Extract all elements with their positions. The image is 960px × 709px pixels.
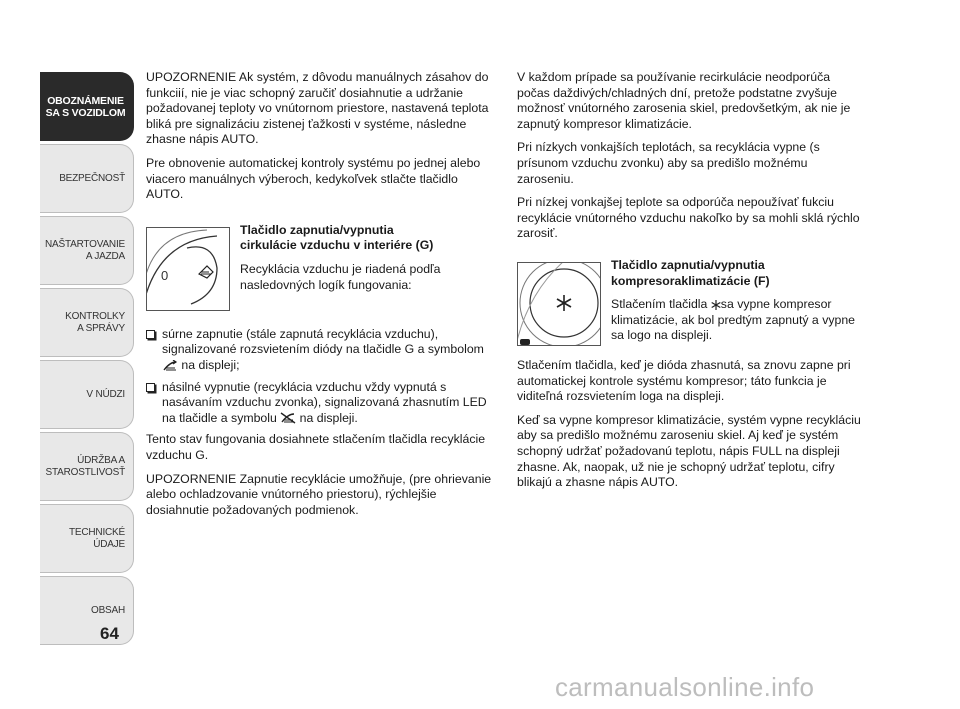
paragraph: Stlačením tlačidla, keď je dióda zhasnutá, sa znovu zapne pri automatickej kontrole systému kompresor; táto funkcia je viditeľná rozsvietením loga na displeji. xyxy=(517,357,851,404)
checkbox-bullet-icon xyxy=(146,330,155,339)
paragraph: Keď sa vypne kompresor klimatizácie, systém vypne recykláciu aby sa predišlo možnému zaroseniu skiel. Aj keď je systém schopný udržať požadovanú teplotu, nápis FULL na displeji zhasne. Ak, naopak, už nie je schopný udržať teplotu, cifry blikajú a zhasne nápis AUTO. xyxy=(517,412,861,490)
figure-label: 0 xyxy=(161,267,169,283)
recirculation-off-icon xyxy=(280,412,296,424)
tab-v-nudzi[interactable]: V NÚDZI xyxy=(40,360,134,429)
paragraph: Pre obnovenie automatickej kontroly systému po jednej alebo viacero manuálnych výberoch, kedykoľvek stlačte tlačidlo AUTO. xyxy=(146,155,481,202)
list-item: násilné vypnutie (recyklácia vzduchu vždy vypnutá s nasávaním vzduchu zvonka), signalizovaná zhasnutím LED na tlačidle a symbolu na displeji. xyxy=(146,380,494,427)
warning-paragraph: UPOZORNENIE Ak systém, z dôvodu manuálnych zásahov do funkciií, nie je viac schopný zaručiť dosiahnutie a udržanie požadovanej teploty vo vnútornom priestore, nastavená teplota bliká pre signalizáciu zistenej ťažkosti v systéme, následne zhasne nápis AUTO. xyxy=(146,70,489,147)
tab-nastartovanie[interactable]: NAŠTARTOVANIE A JAZDA xyxy=(40,216,134,285)
recirculation-icon xyxy=(162,360,178,372)
chapter-tabs xyxy=(40,72,134,648)
figure-block-g xyxy=(146,222,494,319)
tab-udrzba[interactable]: ÚDRŽBA A STAROSTLIVOSŤ xyxy=(40,432,134,501)
recirculation-button-illustration xyxy=(147,228,230,311)
tab-technicke[interactable]: TECHNICKÉ ÚDAJE xyxy=(40,504,134,573)
section-text: Recyklácia vzduchu je riadená podľa nasledovných logík fungovania: xyxy=(240,261,441,292)
section-title: Tlačidlo zapnutia/vypnutia kompresoraklimatizácie (F) xyxy=(611,257,770,288)
left-column xyxy=(146,70,494,526)
paragraph: Pri nízkych vonkajších teplotách, sa recyklácia vypne (s prísunom vzduchu zvonku) aby sa predišlo možnému zaroseniu. xyxy=(517,140,820,186)
paragraph: V každom prípade sa používanie recirkulácie neodporúča počas daždivých/chladných dní, pretože podstatne zvyšuje možnosť vnútorného zarosenia skiel, predovšetkým, ak nie je zapnutý kompresor klimatizácie. xyxy=(517,70,851,131)
tab-oboznamenie[interactable]: OBOZNÁMENIE SA S VOZIDLOM xyxy=(40,72,134,141)
paragraph: Pri nízkej vonkajšej teplote sa odporúča nepoužívať fukciu recyklácie vnútorného vzduchu nakoľko by sa mohli sklá rýchlo zarosiť. xyxy=(517,195,860,241)
list-item: súrne zapnutie (stále zapnutá recyklácia vzduchu), signalizované rozsvietením diódy na tlačidle G a symbolom na displeji; xyxy=(146,327,494,374)
paragraph: Tento stav fungovania dosiahnete stlačením tlačidla recyklácie vzduchu G. xyxy=(146,432,486,462)
tab-obsah[interactable]: OBSAH xyxy=(40,576,134,645)
snowflake-icon xyxy=(557,295,571,311)
tab-bezpecnost[interactable]: BEZPEČNOSŤ xyxy=(40,144,134,213)
snowflake-icon xyxy=(711,300,721,310)
compressor-button-figure xyxy=(517,262,601,346)
checkbox-bullet-icon xyxy=(146,383,155,392)
recirculation-button-figure xyxy=(146,227,230,311)
right-column xyxy=(517,70,865,499)
section-text: Stlačením tlačidla sa vypne kompresor klimatizácie, ak bol predtým zapnutý a vypne sa logo na displeji. xyxy=(611,297,856,343)
tab-kontrolky[interactable]: KONTROLKY A SPRÁVY xyxy=(40,288,134,357)
section-title: Tlačidlo zapnutia/vypnutia cirkulácie vzduchu v interiére (G) xyxy=(240,222,434,253)
compressor-button-illustration xyxy=(518,263,601,346)
warning-paragraph: UPOZORNENIE Zapnutie recyklácie umožňuje, (pre ohrievanie alebo ochladzovanie vnútorného priestoru), rýchlejšie dosiahnutie požadovaných podmienok. xyxy=(146,471,492,517)
page-number: 64 xyxy=(100,624,119,643)
watermark: carmanualsonline.info xyxy=(555,672,815,702)
figure-block-f xyxy=(517,257,865,350)
